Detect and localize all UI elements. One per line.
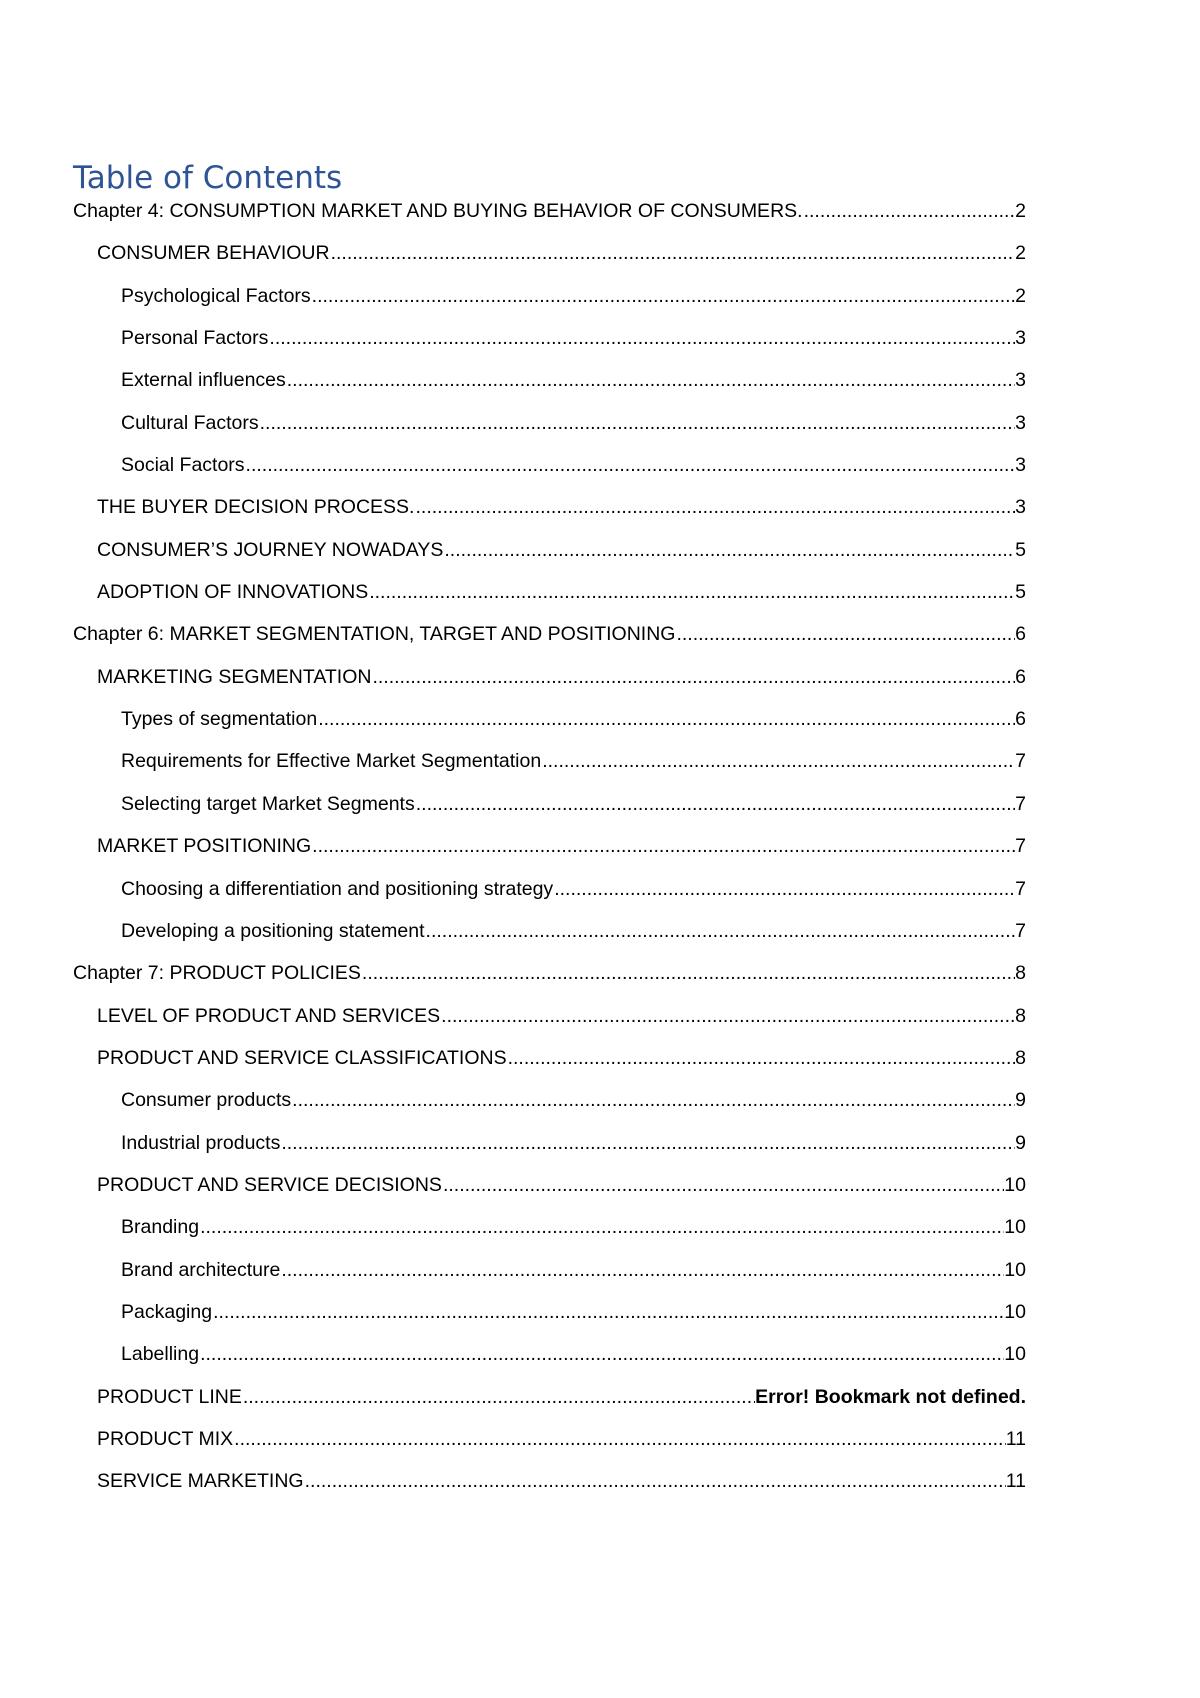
- toc-entry-page-number: 10: [1004, 1173, 1026, 1196]
- toc-entry[interactable]: [73, 412, 1026, 454]
- toc-entry-page-number: 7: [1015, 750, 1026, 773]
- dot-leader: [371, 666, 1015, 689]
- dot-leader: [330, 242, 1016, 265]
- dot-leader: [803, 200, 1016, 223]
- dot-leader: [286, 369, 1015, 392]
- toc-entry[interactable]: [73, 1132, 1026, 1174]
- toc-entry-label: Cultural Factors: [121, 411, 259, 434]
- dot-leader: [553, 878, 1015, 901]
- dot-leader: [311, 285, 1015, 308]
- toc-title: Table of Contents: [73, 160, 343, 196]
- dot-leader: [233, 1428, 1006, 1451]
- toc-entry-page-number: 3: [1015, 327, 1026, 350]
- toc-entry-label: Labelling: [121, 1343, 200, 1366]
- toc-entry-label: MARKET POSITIONING: [97, 835, 312, 858]
- toc-entry[interactable]: [73, 1301, 1026, 1343]
- toc-entry-label: LEVEL OF PRODUCT AND SERVICES: [97, 1004, 441, 1027]
- toc-entry[interactable]: [73, 200, 1026, 242]
- dot-leader: [199, 1343, 1004, 1366]
- toc-entry-page-number: 10: [1004, 1300, 1026, 1323]
- toc-entry[interactable]: [73, 1259, 1026, 1301]
- dot-leader: [317, 708, 1015, 731]
- toc-entry-page-number: 11: [1005, 1470, 1026, 1493]
- toc-entry-page-number: 7: [1015, 919, 1026, 942]
- toc-entry-label: PRODUCT AND SERVICE DECISIONS: [97, 1173, 442, 1196]
- toc-entry-label: SERVICE MARKETING: [97, 1470, 304, 1493]
- toc-entry-label: Brand architecture: [121, 1258, 281, 1281]
- toc-entry[interactable]: [73, 1386, 1026, 1428]
- dot-leader: [212, 1301, 1004, 1324]
- toc-entry-label: MARKETING SEGMENTATION: [97, 665, 372, 688]
- toc-entry-page-number: 8: [1015, 1046, 1026, 1069]
- toc-entry-label: Industrial products: [121, 1131, 281, 1154]
- toc-entry-page-number: 2: [1015, 284, 1026, 307]
- toc-entry-label: PRODUCT MIX: [97, 1427, 234, 1450]
- toc-entry-label: PRODUCT LINE: [97, 1385, 242, 1408]
- toc-entry-page-number: 3: [1015, 496, 1026, 519]
- toc-entry[interactable]: [73, 793, 1026, 835]
- toc-entry[interactable]: [73, 1470, 1026, 1512]
- toc-entry[interactable]: [73, 454, 1026, 496]
- toc-entry-page-number: 7: [1015, 835, 1026, 858]
- toc-entry-label: Selecting target Market Segments: [121, 792, 415, 815]
- dot-leader: [442, 1174, 1004, 1197]
- toc-entry-label: Social Factors: [121, 454, 245, 477]
- toc-entry-label: Requirements for Effective Market Segmentation: [121, 750, 542, 773]
- toc-entry-page-number: 7: [1015, 792, 1026, 815]
- toc-entry-page-number: 11: [1005, 1427, 1026, 1450]
- toc-entry-page-number: 3: [1015, 454, 1026, 477]
- dot-leader: [443, 539, 1015, 562]
- dot-leader: [259, 412, 1016, 435]
- toc-entry-label: Branding: [121, 1216, 200, 1239]
- toc-entry-page-number: 8: [1015, 962, 1026, 985]
- toc-entry[interactable]: [73, 1047, 1026, 1089]
- toc-entry-label: Developing a positioning statement: [121, 919, 425, 942]
- toc-entry-label: ADOPTION OF INNOVATIONS: [97, 581, 369, 604]
- toc-entry[interactable]: [73, 539, 1026, 581]
- toc-entry[interactable]: [73, 1216, 1026, 1258]
- dot-leader: [675, 623, 1015, 646]
- dot-leader: [245, 454, 1016, 477]
- toc-entry-label: Choosing a differentiation and positioning strategy: [121, 877, 554, 900]
- toc-entry[interactable]: [73, 666, 1026, 708]
- toc-entry[interactable]: [73, 750, 1026, 792]
- toc-entry-page-number: 10: [1004, 1343, 1026, 1366]
- toc-entry-page-number: 7: [1015, 877, 1026, 900]
- toc-entry-page-number: 6: [1015, 665, 1026, 688]
- toc-entry[interactable]: [73, 623, 1026, 665]
- toc-entry-label: Personal Factors: [121, 327, 269, 350]
- toc-entry-label: External influences: [121, 369, 286, 392]
- dot-leader: [268, 327, 1015, 350]
- toc-entry-label: Types of segmentation: [121, 708, 318, 731]
- toc-entry-page-number: 10: [1004, 1258, 1026, 1281]
- toc-entry-label: THE BUYER DECISION PROCESS.: [97, 496, 415, 519]
- dot-leader: [425, 920, 1016, 943]
- toc-entry-page-number: 8: [1015, 1004, 1026, 1027]
- toc-entry[interactable]: [73, 878, 1026, 920]
- toc-entry[interactable]: [73, 1174, 1026, 1216]
- toc-entry[interactable]: [73, 1005, 1026, 1047]
- toc-entry-page-number: 6: [1015, 623, 1026, 646]
- toc-entry-error: Error! Bookmark not defined.: [755, 1385, 1026, 1408]
- toc-entry-page-number: 5: [1015, 538, 1026, 561]
- dot-leader: [440, 1005, 1015, 1028]
- toc-entry[interactable]: [73, 285, 1026, 327]
- dot-leader: [507, 1047, 1016, 1070]
- toc-entry-page-number: 5: [1015, 581, 1026, 604]
- dot-leader: [414, 496, 1015, 519]
- toc-entry-page-number: 3: [1015, 411, 1026, 434]
- dot-leader: [291, 1089, 1015, 1112]
- dot-leader: [541, 750, 1015, 773]
- toc-entry[interactable]: [73, 962, 1026, 1004]
- toc-entry-page-number: 2: [1015, 200, 1026, 222]
- toc-entry[interactable]: [73, 1343, 1026, 1385]
- toc-entry-label: Chapter 4: CONSUMPTION MARKET AND BUYING BEHAVIOR OF CONSUMERS.: [73, 200, 803, 222]
- toc-entry-label: Chapter 6: MARKET SEGMENTATION, TARGET AND POSITIONING: [73, 623, 676, 646]
- dot-leader: [361, 962, 1015, 985]
- toc-entry[interactable]: [73, 835, 1026, 877]
- dot-leader: [311, 835, 1015, 858]
- toc-entry-page-number: 9: [1015, 1131, 1026, 1154]
- toc-entry-label: Consumer products: [121, 1089, 292, 1112]
- toc-entry-label: CONSUMER’S JOURNEY NOWADAYS: [97, 538, 444, 561]
- toc-entry[interactable]: [73, 581, 1026, 623]
- toc-entry-label: Chapter 7: PRODUCT POLICIES: [73, 962, 361, 985]
- toc-entry[interactable]: [73, 920, 1026, 962]
- toc-entry-label: Psychological Factors: [121, 284, 311, 307]
- toc-entry-page-number: 6: [1015, 708, 1026, 731]
- dot-leader: [415, 793, 1015, 816]
- toc-entry[interactable]: [73, 1428, 1026, 1470]
- toc-entry[interactable]: [73, 708, 1026, 750]
- dot-leader: [280, 1259, 1004, 1282]
- toc-entry-page-number: 3: [1015, 369, 1026, 392]
- toc-entry[interactable]: [73, 1089, 1026, 1131]
- toc-entry-page-number: 2: [1015, 242, 1026, 265]
- dot-leader: [280, 1132, 1015, 1155]
- toc-entry-label: PRODUCT AND SERVICE CLASSIFICATIONS: [97, 1046, 507, 1069]
- toc-entry-label: CONSUMER BEHAVIOUR: [97, 242, 330, 265]
- dot-leader: [368, 581, 1015, 604]
- toc-entry[interactable]: [73, 369, 1026, 411]
- toc-entry-page-number: 10: [1004, 1216, 1026, 1239]
- dot-leader: [304, 1470, 1006, 1493]
- toc-entry-page-number: 9: [1015, 1089, 1026, 1112]
- dot-leader: [199, 1216, 1004, 1239]
- toc-entry-label: Packaging: [121, 1300, 213, 1323]
- dot-leader: [242, 1386, 755, 1409]
- table-of-contents: [73, 200, 1026, 1513]
- toc-entry[interactable]: [73, 327, 1026, 369]
- toc-entry[interactable]: [73, 242, 1026, 284]
- toc-entry[interactable]: [73, 496, 1026, 538]
